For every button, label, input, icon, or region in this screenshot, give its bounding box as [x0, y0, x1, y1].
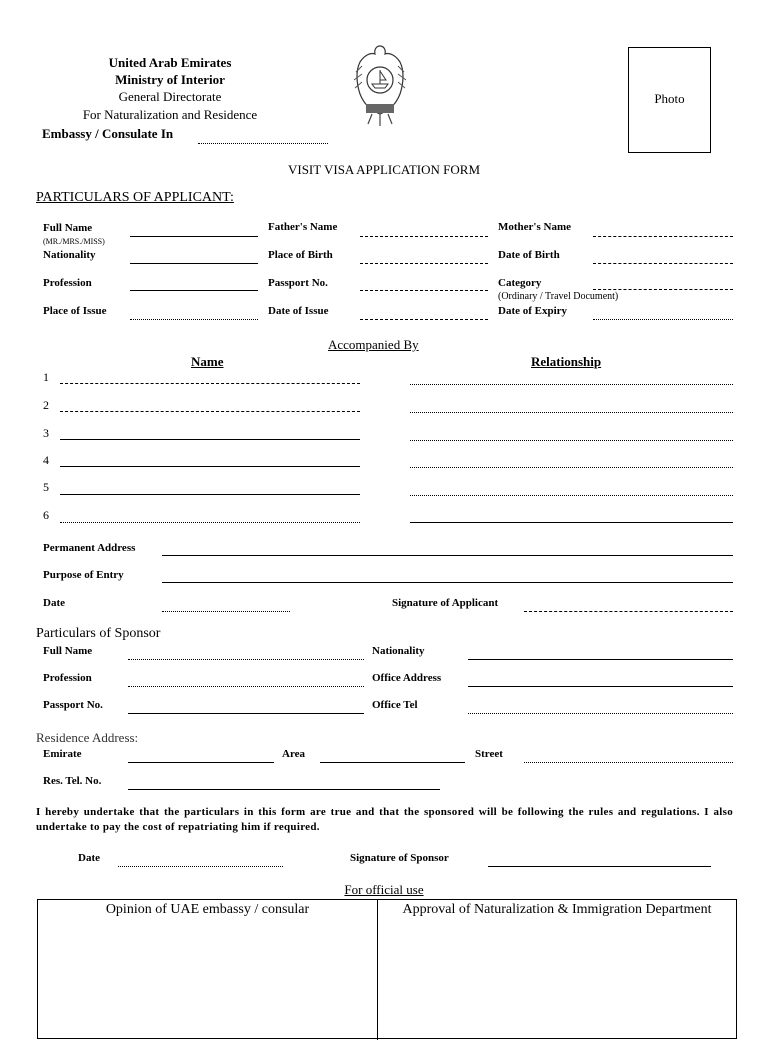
office-tel-label: Office Tel [372, 699, 418, 711]
header-country: United Arab Emirates [108, 55, 232, 70]
header-directorate: General Directorate [118, 89, 222, 104]
office-tel-field[interactable] [468, 713, 733, 714]
place-of-birth-label: Place of Birth [268, 249, 333, 261]
sponsor-full-name-field[interactable] [128, 659, 364, 660]
sponsor-full-name-label: Full Name [43, 645, 93, 657]
full-name-label: Full Name [43, 222, 93, 234]
profession-field[interactable] [130, 290, 258, 291]
official-use-table [37, 899, 737, 1039]
signature-of-sponsor-field[interactable] [488, 866, 711, 867]
accompanied-relationship-field[interactable] [410, 522, 733, 523]
sponsor-section-title: Particulars of Sponsor [36, 626, 161, 641]
area-field[interactable] [320, 762, 465, 763]
office-address-label: Office Address [372, 672, 442, 684]
profession-label: Profession [43, 277, 92, 289]
place-of-issue-label: Place of Issue [43, 305, 107, 317]
accompanied-row-number: 3 [43, 426, 49, 440]
accompanied-relationship-field[interactable] [410, 440, 733, 441]
fathers-name-field[interactable] [360, 236, 488, 237]
applicant-date-field[interactable] [162, 611, 290, 612]
street-field[interactable] [524, 762, 733, 763]
embassy-field[interactable] [198, 143, 328, 144]
accompanied-relationship-field[interactable] [410, 412, 733, 413]
accompanied-row-number: 1 [43, 370, 49, 384]
sponsor-profession-field[interactable] [128, 686, 364, 687]
photo-label: Photo [654, 91, 685, 106]
sponsor-nationality-field[interactable] [468, 659, 733, 660]
permanent-address-field[interactable] [162, 555, 733, 556]
official-use-title: For official use [344, 882, 424, 897]
accompanied-name-field[interactable] [60, 466, 360, 467]
header-naturalization: For Naturalization and Residence [82, 107, 258, 122]
accompanied-row-number: 5 [43, 480, 49, 494]
category-field[interactable] [593, 289, 733, 290]
accompanied-title: Accompanied By [328, 337, 419, 352]
signature-of-applicant-label: Signature of Applicant [392, 597, 499, 609]
category-label: Category [498, 277, 542, 289]
res-tel-field[interactable] [128, 789, 440, 790]
office-address-field[interactable] [468, 686, 733, 687]
sponsor-passport-field[interactable] [128, 713, 364, 714]
nationality-field[interactable] [130, 263, 258, 264]
embassy-opinion-header: Opinion of UAE embassy / consular [105, 902, 310, 917]
category-sub: (Ordinary / Travel Document) [498, 291, 619, 302]
applicant-date-label: Date [43, 597, 65, 609]
sponsor-date-label: Date [78, 852, 100, 864]
relationship-header: Relationship [531, 354, 602, 369]
purpose-of-entry-field[interactable] [162, 582, 733, 583]
sponsor-nationality-label: Nationality [372, 645, 425, 657]
accompanied-name-field[interactable] [60, 439, 360, 440]
permanent-address-label: Permanent Address [43, 542, 136, 554]
accompanied-relationship-field[interactable] [410, 384, 733, 385]
nationality-label: Nationality [43, 249, 96, 261]
date-of-birth-label: Date of Birth [498, 249, 560, 261]
emirate-field[interactable] [128, 762, 274, 763]
sponsor-date-field[interactable] [118, 866, 283, 867]
accompanied-row-number: 4 [43, 453, 49, 467]
accompanied-relationship-field[interactable] [410, 495, 733, 496]
date-of-expiry-field[interactable] [593, 319, 733, 320]
fathers-name-label: Father's Name [268, 221, 338, 233]
signature-of-sponsor-label: Signature of Sponsor [350, 852, 449, 864]
mothers-name-label: Mother's Name [498, 221, 572, 233]
uae-emblem-icon [350, 42, 410, 128]
form-title: VISIT VISA APPLICATION FORM [287, 162, 481, 177]
mothers-name-field[interactable] [593, 236, 733, 237]
residence-address-label: Residence Address: [36, 730, 139, 745]
emirate-label: Emirate [43, 748, 82, 760]
photo-box[interactable] [628, 47, 711, 153]
sponsor-profession-label: Profession [43, 672, 92, 684]
accompanied-name-field[interactable] [60, 383, 360, 384]
area-label: Area [282, 748, 306, 760]
accompanied-relationship-field[interactable] [410, 467, 733, 468]
passport-no-label: Passport No. [268, 277, 328, 289]
full-name-field[interactable] [130, 236, 258, 237]
date-of-birth-field[interactable] [593, 263, 733, 264]
name-header: Name [191, 354, 224, 369]
applicant-section-title: PARTICULARS OF APPLICANT: [36, 190, 234, 205]
date-of-expiry-label: Date of Expiry [498, 305, 568, 317]
immigration-approval-header: Approval of Naturalization & Immigration Department [402, 902, 712, 917]
res-tel-label: Res. Tel. No. [43, 775, 102, 787]
accompanied-name-field[interactable] [60, 494, 360, 495]
passport-no-field[interactable] [360, 290, 488, 291]
accompanied-name-field[interactable] [60, 522, 360, 523]
official-use-divider [377, 900, 378, 1040]
accompanied-row-number: 2 [43, 398, 49, 412]
date-of-issue-field[interactable] [360, 319, 488, 320]
undertaking-text: I hereby undertake that the particulars in this form are true and that the sponsored will be following the rules and regulations. I also undertake to pay the cost of repatriating him if required. [36, 806, 733, 833]
accompanied-name-field[interactable] [60, 411, 360, 412]
sponsor-passport-label: Passport No. [43, 699, 103, 711]
signature-of-applicant-field[interactable] [524, 611, 733, 612]
place-of-issue-field[interactable] [130, 319, 258, 320]
street-label: Street [475, 748, 503, 760]
header-ministry: Ministry of Interior [115, 72, 225, 87]
accompanied-row-number: 6 [43, 508, 49, 522]
date-of-issue-label: Date of Issue [268, 305, 329, 317]
embassy-label: Embassy / Consulate In [42, 126, 174, 141]
full-name-sub: (MR./MRS./MISS) [43, 237, 105, 246]
place-of-birth-field[interactable] [360, 263, 488, 264]
purpose-of-entry-label: Purpose of Entry [43, 569, 124, 581]
